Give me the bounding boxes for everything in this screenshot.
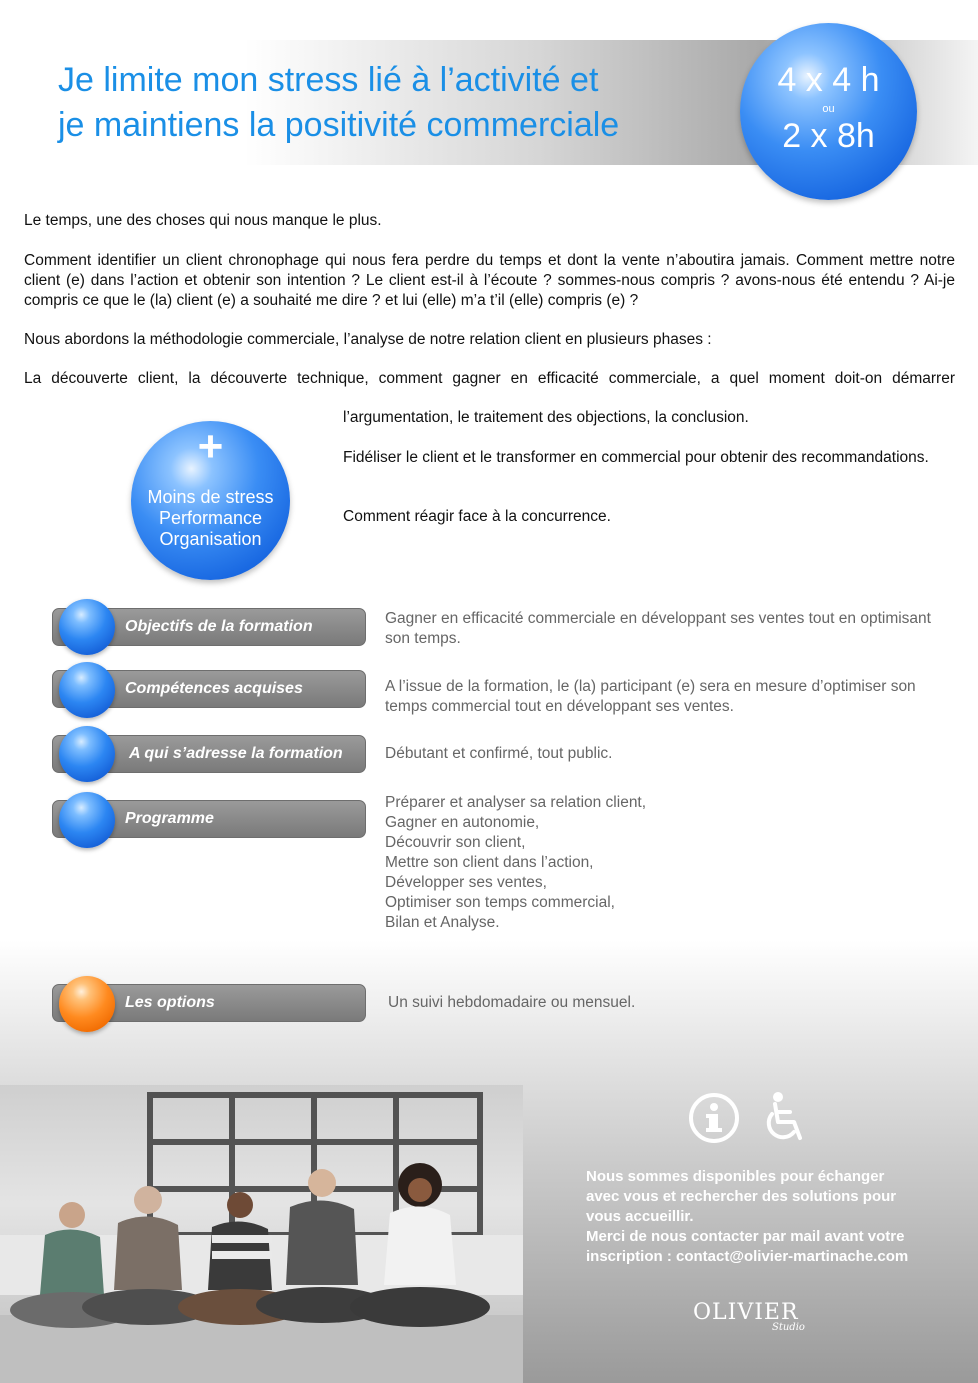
duration-or: ou: [822, 103, 835, 115]
program-item: Mettre son client dans l’action,: [385, 854, 594, 871]
photo-illustration: [0, 1085, 523, 1383]
meditation-group-photo: [0, 1085, 523, 1383]
section-audience-label: A qui s’adresse la formation: [129, 745, 343, 762]
program-item: Préparer et analyser sa relation client,: [385, 794, 647, 811]
plus-icon: +: [197, 422, 224, 471]
section-objectives-text: Gagner en efficacité commerciale en développant ses ventes tout en optimisant son temps.: [385, 610, 931, 647]
benefit-1: Moins de stress: [147, 487, 274, 507]
contact-line-5[interactable]: inscription : contact@olivier-martinache.com: [586, 1248, 909, 1265]
contact-line-4: Merci de nous contacter par mail avant votre: [586, 1228, 905, 1245]
intro-paragraph-5: l’argumentation, le traitement des objections, la conclusion.: [343, 409, 749, 426]
page-title: [58, 58, 738, 148]
contact-block: [586, 1167, 916, 1267]
wheelchair-icon: [760, 1090, 812, 1146]
benefit-3: Organisation: [159, 529, 262, 549]
section-objectives-label: Objectifs de la formation: [125, 618, 313, 635]
program-item: Bilan et Analyse.: [385, 914, 500, 931]
brand-logo: OLIVIER: [693, 1300, 799, 1325]
section-skills-bullet: [59, 662, 115, 718]
program-item: Développer ses ventes,: [385, 874, 547, 891]
section-skills-text: A l’issue de la formation, le (la) participant (e) sera en mesure d’optimiser son temps commercial tout en développant ses ventes.: [385, 678, 916, 715]
program-list: [385, 793, 955, 933]
contact-line-2: avec vous et rechercher des solutions pour: [586, 1188, 897, 1205]
intro-paragraph-4: La découverte client, la découverte technique, comment gagner en efficacité commerciale, a quel moment doit-on démarrer: [24, 370, 955, 387]
benefit-2: Performance: [158, 508, 263, 528]
duration-option-2: 2 x 8h: [782, 117, 875, 155]
section-audience-text: Débutant et confirmé, tout public.: [385, 745, 613, 762]
program-item: Optimiser son temps commercial,: [385, 894, 615, 911]
duration-option-1: 4 x 4 h: [777, 61, 880, 99]
section-skills-label: Compétences acquises: [125, 680, 303, 697]
info-icon: [688, 1092, 740, 1144]
section-audience-bullet: [59, 726, 115, 782]
intro-paragraph-3: Nous abordons la méthodologie commerciale, l’analyse de notre relation client en plusieurs phases :: [24, 331, 712, 348]
title-line-2: je maintiens la positivité commerciale: [58, 106, 620, 144]
section-program-label: Programme: [125, 810, 214, 827]
duration-badge: [740, 23, 917, 200]
intro-paragraph-1: Le temps, une des choses qui nous manque le plus.: [24, 212, 382, 229]
section-options-bullet: [59, 976, 115, 1032]
benefits-badge: [131, 421, 290, 580]
section-options-label: Les options: [125, 994, 215, 1011]
contact-line-3: vous accueillir.: [586, 1208, 694, 1225]
contact-line-1: Nous sommes disponibles pour échanger: [586, 1168, 885, 1185]
program-item: Découvrir son client,: [385, 834, 526, 851]
section-objectives-bullet: [59, 599, 115, 655]
program-item: Gagner en autonomie,: [385, 814, 540, 831]
intro-paragraph-6: Fidéliser le client et le transformer en commercial pour obtenir des recommandations.: [343, 449, 929, 466]
intro-paragraph-7: Comment réagir face à la concurrence.: [343, 508, 611, 525]
section-options-text: Un suivi hebdomadaire ou mensuel.: [388, 994, 636, 1011]
intro-paragraph-2: Comment identifier un client chronophage qui nous fera perdre du temps et dont la vente n’aboutira jamais. Comment mettre notre client (e) dans l’action et obtenir son intention ? Le client est-il à l’écoute ? sommes-nous compris ? avons-nous été entendu ? Ai-je compris ce que le (la) client (e) a souhaité me dire ? et lui (elle) m’a t’il (elle) compris (e) ?: [24, 252, 955, 309]
brand-logo-sub: Studio: [772, 1322, 805, 1333]
title-line-1: Je limite mon stress lié à l’activité et: [58, 61, 599, 99]
section-program-bullet: [59, 792, 115, 848]
